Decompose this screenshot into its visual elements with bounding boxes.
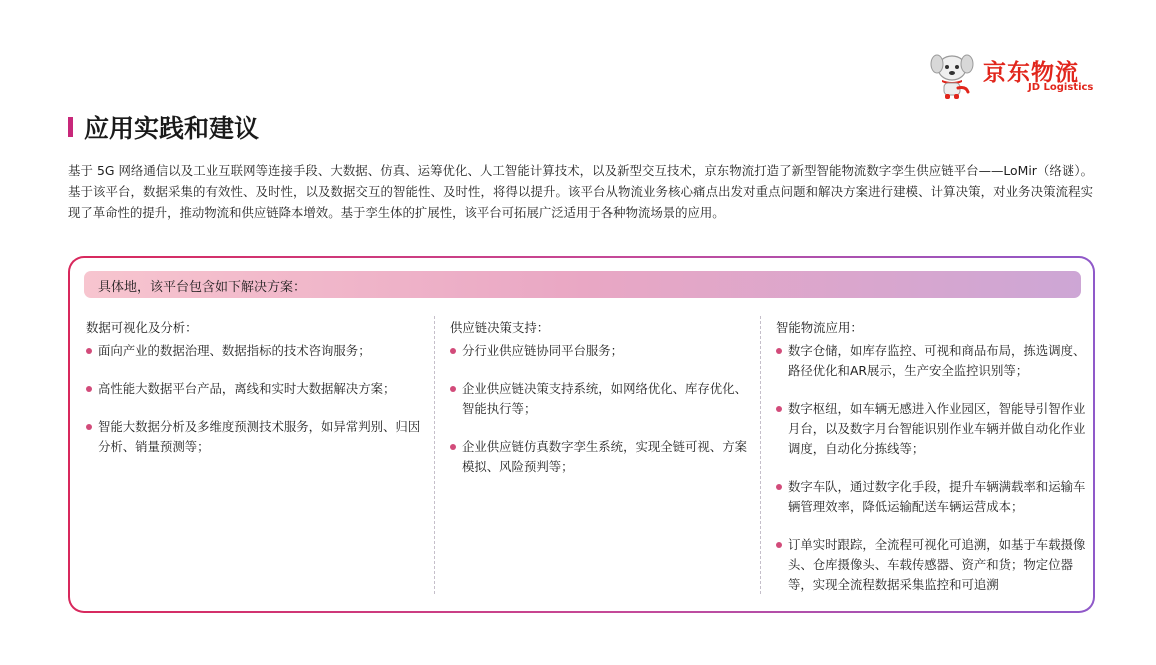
column-smart-logistics (776, 318, 1086, 613)
jd-logistics-logo (928, 50, 1098, 100)
solution-list (450, 341, 750, 477)
list-item (776, 399, 1086, 459)
solution-list (776, 341, 1086, 595)
list-item (450, 437, 750, 477)
list-item-text: 面向产业的数据治理、数据指标的技术咨询服务； (98, 343, 371, 358)
intro-paragraph: 基于 5G 网络通信以及工业互联网等连接手段、大数据、仿真、运筹优化、人工智能计算技术，以及新型交互技术，京东物流打造了新型智能物流数字孪生供应链平台——LoMir（络谜）。基于该平台，数据采集的有效性、及时性，以及数据交互的智能性、及时性，将得以提升。该平台从物流业务核心痛点出发对重点问题和解决方案进行建模、计算决策，对业务决策流程实现了革命性的提升，推动物流和供应链降本增效。基于孪生体的扩展性，该平台可拓展广泛适用于各种物流场景的应用。 (68, 163, 1093, 220)
column-divider (760, 316, 761, 594)
bullet-icon (450, 386, 456, 392)
card-header-text: 具体地，该平台包含如下解决方案： (98, 280, 307, 295)
logo-name-cn: 京东物流 (983, 60, 1079, 86)
logo-name-en: JD Logistics (1028, 82, 1094, 93)
list-item-text: 高性能大数据平台产品，离线和实时大数据解决方案； (98, 381, 396, 396)
page-title: 应用实践和建议 (84, 114, 260, 143)
list-item (86, 341, 424, 361)
solutions-card-body (70, 258, 1093, 611)
bullet-icon (86, 348, 92, 354)
column-data-visualization (86, 318, 424, 475)
list-item (450, 341, 750, 361)
column-title: 供应链决策支持： (450, 320, 550, 335)
solutions-card (68, 256, 1095, 613)
column-title: 数据可视化及分析： (86, 320, 198, 335)
card-header (84, 271, 1081, 298)
bullet-icon (450, 444, 456, 450)
bullet-icon (86, 386, 92, 392)
list-item (776, 477, 1086, 517)
bullet-icon (86, 424, 92, 430)
bullet-icon (776, 484, 782, 490)
list-item-text: 数字枢纽，如车辆无感进入作业园区，智能导引智作业月台，以及数字月台智能识别作业车辆并做自动化作业调度，自动化分拣线等； (788, 401, 1086, 456)
title-accent-bar (68, 117, 73, 137)
list-item (86, 417, 424, 457)
bullet-icon (450, 348, 456, 354)
column-supply-chain-decision (450, 318, 750, 495)
column-title: 智能物流应用： (776, 320, 863, 335)
bullet-icon (776, 406, 782, 412)
list-item-text: 订单实时跟踪，全流程可视化可追溯，如基于车载摄像头、仓库摄像头、车载传感器、资产和货；物定位器等，实现全流程数据采集监控和可追溯 (788, 537, 1086, 592)
solution-list (86, 341, 424, 457)
list-item-text: 分行业供应链协同平台服务； (462, 343, 624, 358)
list-item-text: 数字车队，通过数字化手段，提升车辆满载率和运输车辆管理效率，降低运输配送车辆运营成本； (788, 479, 1086, 514)
list-item (776, 535, 1086, 595)
jd-dog-mascot-icon (928, 50, 976, 100)
list-item (450, 379, 750, 419)
list-item-text: 企业供应链决策支持系统，如网络优化、库存优化、智能执行等； (462, 381, 747, 416)
bullet-icon (776, 542, 782, 548)
list-item (86, 379, 424, 399)
list-item (776, 341, 1086, 381)
list-item-text: 智能大数据分析及多维度预测技术服务，如异常判别、归因分析、销量预测等； (98, 419, 421, 454)
bullet-icon (776, 348, 782, 354)
list-item-text: 数字仓储，如库存监控、可视和商品布局，拣选调度、路径优化和AR展示，生产安全监控识别等； (788, 343, 1086, 378)
column-divider (434, 316, 435, 594)
list-item-text: 企业供应链仿真数字孪生系统，实现全链可视、方案模拟、风险预判等； (462, 439, 747, 474)
